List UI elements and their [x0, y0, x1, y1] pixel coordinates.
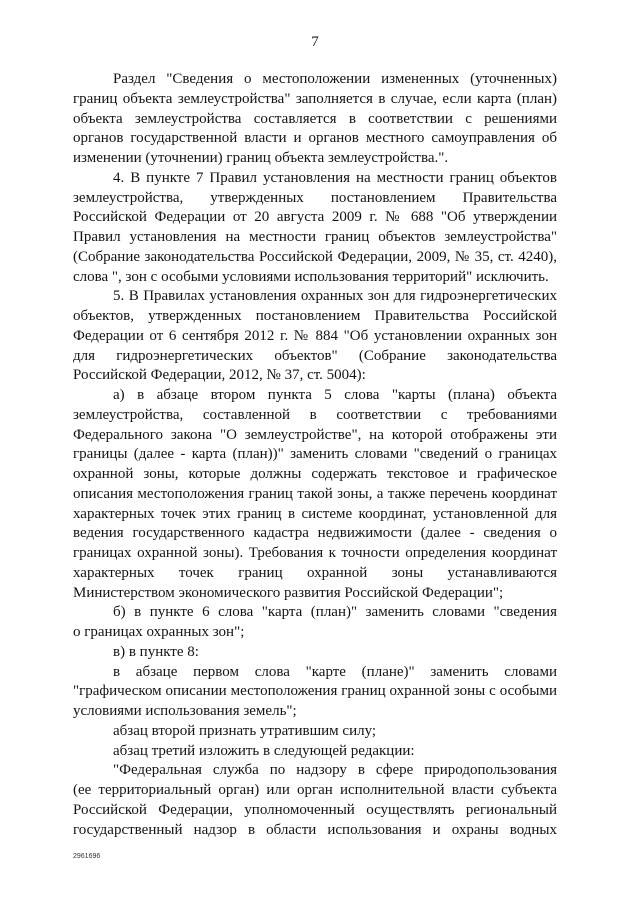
text-line: Федерации от 6 сентября 2012 г. № 884 "Об установлении охранных зон — [73, 327, 557, 344]
text-line: Российской Федерации, 2012, № 37, ст. 5004): — [73, 367, 366, 384]
text-line: характерных точек этих границ в системе координат, установленной для — [73, 505, 557, 522]
text-line: Российской Федерации, уполномоченный осуществлять региональный — [73, 801, 557, 818]
text-line: границы (далее - карта (план))" заменить словами "сведений о границах — [73, 446, 557, 463]
text-line: описания местоположения границ такой зоны, а также перечень координат — [73, 485, 557, 502]
text-line: объектов, утвержденных постановлением Правительства Российской — [73, 308, 557, 324]
quoted-new-text — [73, 761, 557, 840]
text-line: охранной зоны, которые должны содержать текстовое и графическое — [73, 466, 557, 482]
text-line: б) в пункте 6 слова "карта (план)" заменить словами "сведения — [113, 604, 557, 621]
text-line: Правил установления на местности границ объектов землеустройства" — [73, 229, 557, 245]
text-line: "графическом описании местоположения границ охранной зоны с особыми — [73, 683, 557, 700]
text-line: границах охранной зоны). Требования к точности определения координат — [73, 545, 557, 561]
text-line: изменении (уточнении) границ объекта землеустройства.". — [73, 150, 449, 166]
text-line: Российской Федерации от 20 августа 2009 г. № 688 "Об утверждении — [73, 209, 557, 226]
text-line: в) в пункте 8: — [113, 643, 199, 660]
document-body — [73, 70, 557, 840]
page-number: 7 — [311, 34, 319, 50]
subparagraph-c-second-abzac — [73, 722, 557, 742]
text-line: 4. В пункте 7 Правил установления на местности границ объектов — [113, 169, 557, 186]
text-line: слова ", зон с особыми условиями использования территорий" исключить. — [73, 268, 549, 285]
text-line: абзац второй признать утратившим силу; — [113, 722, 377, 739]
subparagraph-a — [73, 386, 557, 603]
text-line: землеустройства, составленной в соответствии с требованиями — [73, 406, 557, 423]
paragraph-item-5 — [73, 287, 557, 386]
text-line: (Собрание законодательства Российской Федерации, 2009, № 35, ст. 4240), — [73, 248, 557, 265]
text-line: а) в абзаце втором пункта 5 слова "карты (плана) объекта — [113, 387, 557, 403]
text-line: землеустройства, утвержденных постановлением Правительства — [73, 189, 557, 206]
text-line: (ее территориальный орган) или орган исполнительной власти субъекта — [73, 782, 557, 798]
text-line: границ объекта землеустройства" заполняется в случае, если карта (план) — [73, 90, 557, 107]
text-line: Раздел "Сведения о местоположении измененных (уточненных) — [113, 71, 557, 87]
text-line: характерных точек границ охранной зоны устанавливаются — [73, 564, 557, 581]
subparagraph-c-third-abzac — [73, 742, 557, 762]
document-code: 2961696 — [73, 853, 101, 860]
text-line: Министерством экономического развития Российской Федерации"; — [73, 584, 504, 601]
paragraph-section-info-clause — [73, 70, 557, 169]
subparagraph-c-first-abzac — [73, 663, 557, 722]
text-line: Федерального закона "О землеустройстве", на которой отображены эти — [73, 426, 557, 443]
text-line: объекта землеустройства составляется в соответствии с решениями — [73, 110, 557, 127]
text-line: для гидроэнергетических объектов" (Собрание законодательства — [73, 347, 557, 364]
text-line: государственный надзор в области использования и охраны водных — [73, 821, 557, 838]
subparagraph-c — [73, 643, 557, 663]
text-line: "Федеральная служба по надзору в сфере природопользования — [113, 762, 557, 779]
text-line: абзац третий изложить в следующей редакции: — [113, 742, 415, 759]
text-line: 5. В Правилах установления охранных зон для гидроэнергетических — [113, 288, 557, 305]
text-line: в абзаце первом слова "карте (плане)" заменить словами — [113, 663, 557, 680]
text-line: органов государственной власти и органов местного самоуправления об — [73, 130, 557, 147]
subparagraph-b — [73, 603, 557, 643]
text-line: условиями использования земель"; — [73, 703, 297, 719]
text-line: о границах охранных зон"; — [73, 624, 245, 640]
text-line: ведения государственного кадастра недвижимости (далее - сведения о — [73, 525, 557, 542]
paragraph-item-4 — [73, 169, 557, 288]
